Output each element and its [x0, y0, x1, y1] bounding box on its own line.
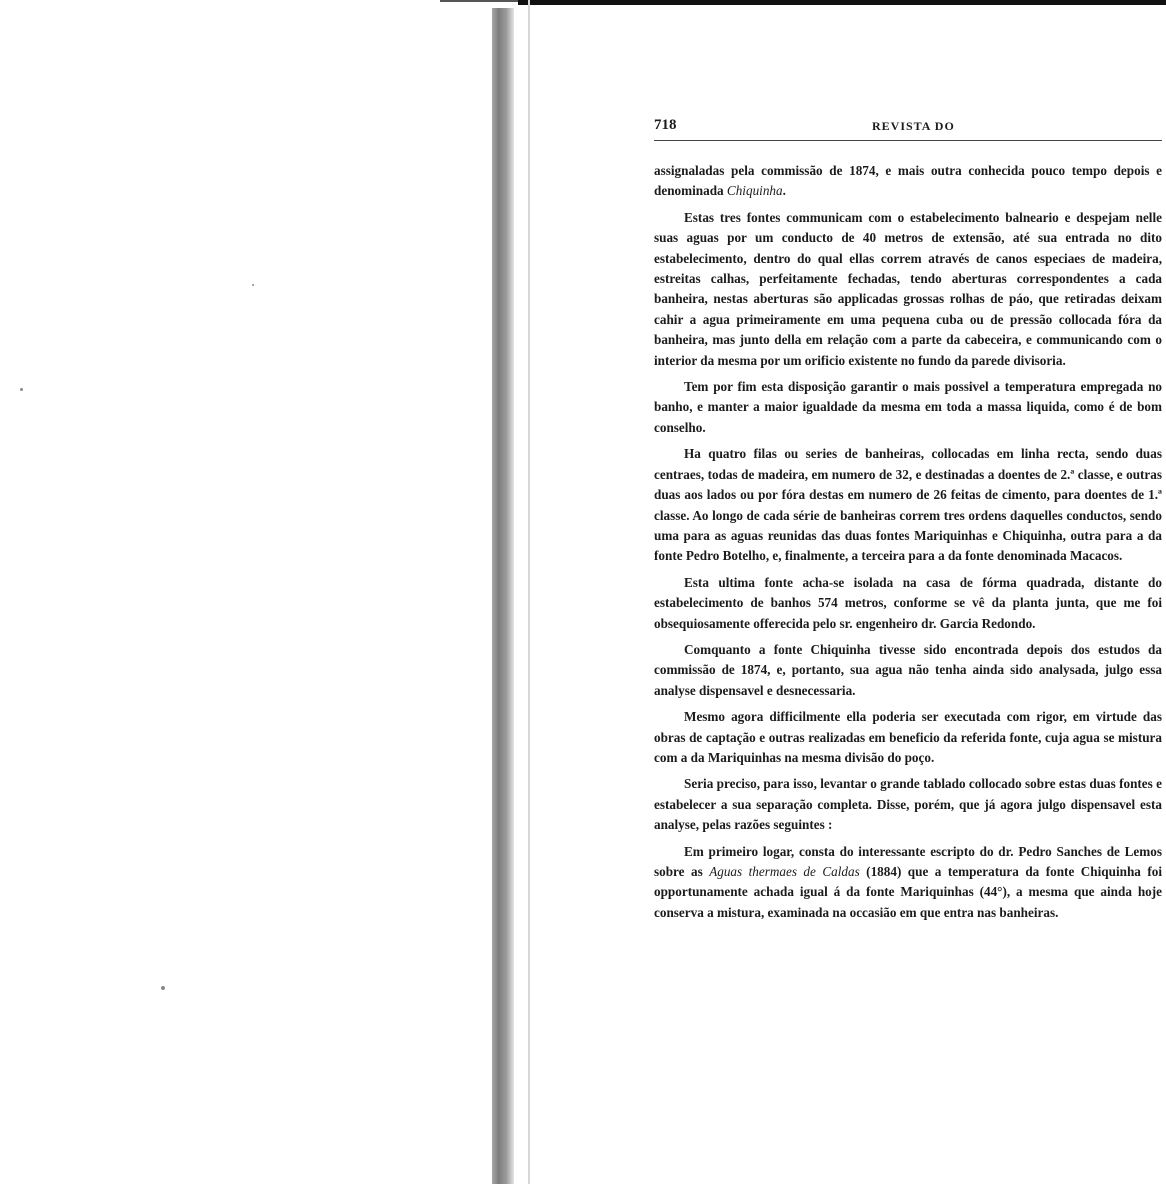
italic-text: Chiquinha [726, 183, 783, 199]
paragraph [654, 444, 1162, 566]
paragraph [654, 640, 1162, 701]
scan-speck [252, 284, 254, 286]
header-rule [654, 140, 1162, 141]
body-text [654, 161, 1162, 923]
paragraph-text: (1884) que a temperatura da fonte Chiquinha foi opportunamente achada igual á da fonte Mariquinhas (44°), a mesma que ainda hoje conserva a mistura, examinada na occasião em que entra nas banheiras. [654, 864, 1162, 920]
book-gutter-line [528, 0, 530, 1184]
top-edge-shadow-left [440, 0, 518, 2]
paragraph-text: Em primeiro logar, consta do interessante escripto do dr. Pedro Sanches de Lemos sobre as [654, 843, 1162, 879]
paragraph [654, 377, 1162, 438]
italic-text: Aguas thermaes de Caldas [709, 864, 860, 879]
paragraph [654, 208, 1162, 371]
paragraph [654, 573, 1162, 634]
paragraph-text: Ha quatro filas ou series de banheiras, collocadas em linha recta, sendo duas centraes, todas de madeira, em numero de 32, e destinadas a doentes de 2.ª classe, e outras duas aos lados ou por fóra destas em numero de 26 feitas de cimento, para doentes de 1.ª classe. Ao longo de cada série de banheiras correm tres ordens daquelles conductos, sendo uma para as aguas reunidas das duas fontes Mariquinhas e Chiquinha, outra para a da fonte Pedro Botelho, e, finalmente, a terceira para a da fonte denominada Macacos. [654, 446, 1162, 564]
paragraph-text: Estas tres fontes communicam com o estabelecimento balneario e despejam nelle suas aguas por um conducto de 40 metros de extensão, até sua entrada no dito estabelecimento, dentro do qual ellas correm através de canos especiaes de madeira, estreitas calhas, perfeitamente fechadas, tendo aberturas correspondentes a cada banheira, nestas aberturas são applicadas grossas rolhas de páo, que retiradas deixam cahir a agua primeiramente em uma pequena cuba ou de pressão collocada fóra da banheira, mas junto della em relação com a parte da cabeceira, e communicando com o interior da mesma por um orificio existente no fundo da parede divisoria. [654, 209, 1162, 368]
paragraph-text: . [782, 183, 786, 199]
paragraph [654, 774, 1162, 835]
paragraph-text: Seria preciso, para isso, levantar o grande tablado collocado sobre estas duas fontes e estabelecer a sua separação completa. Disse, porém, que já agora julgo dispensavel esta analyse, pelas razões seguintes : [654, 776, 1162, 833]
paragraph-text: Esta ultima fonte acha-se isolada na casa de fórma quadrada, distante do estabelecimento de banhos 574 metros, conforme se vê da planta junta, que me foi obsequiosamente offerecida pelo sr. engenheiro dr. Garcia Redondo. [654, 574, 1162, 631]
paragraph-text: assignaladas pela commissão de 1874, e mais outra conhecida pouco tempo depois e denominada [654, 163, 1162, 199]
paragraph [654, 161, 1162, 202]
running-head: REVISTA DO [872, 119, 955, 133]
top-edge-shadow [518, 0, 1166, 5]
paragraph [654, 707, 1162, 768]
book-gutter-shadow [492, 8, 514, 1184]
paragraph [654, 842, 1162, 924]
paragraph-text: Comquanto a fonte Chiquinha tivesse sido encontrada depois dos estudos da commissão de 1874, e, portanto, sua agua não tenha ainda sido analysada, julgo essa analyse dispensavel e desnecessaria. [654, 641, 1162, 698]
paragraph-text: Mesmo agora difficilmente ella poderia ser executada com rigor, em virtude das obras de captação e outras realizadas em beneficio da referida fonte, cuja agua se mistura com a da Mariquinhas na mesma divisão do poço. [654, 709, 1162, 765]
scan-speck [161, 986, 165, 990]
scan-speck [20, 388, 23, 391]
page-header [654, 117, 1162, 139]
page-number: 718 [654, 117, 677, 133]
paragraph-text: Tem por fim esta disposição garantir o mais possivel a temperatura empregada no banho, e manter a maior igualdade da mesma em toda a massa liquida, como é de bom conselho. [654, 379, 1162, 435]
